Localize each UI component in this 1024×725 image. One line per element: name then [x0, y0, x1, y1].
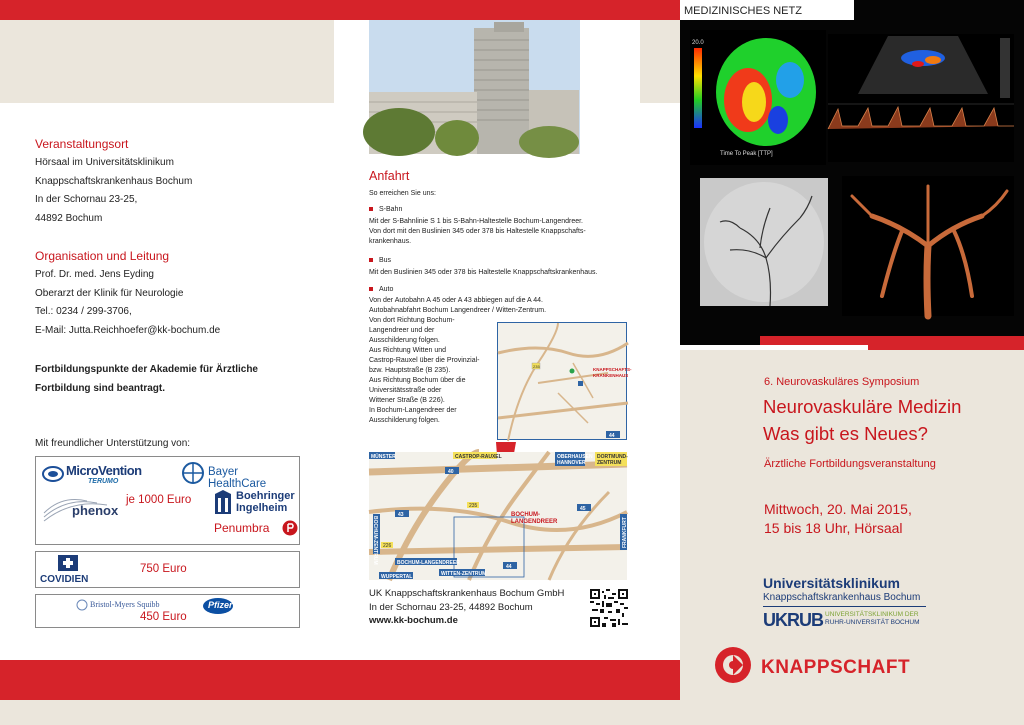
map-a44-sign: 44 — [609, 433, 615, 439]
ukrub-logo: UKRUB — [763, 610, 823, 630]
tier1-amount: je 1000 Euro — [126, 494, 192, 506]
qr-code-icon[interactable] — [590, 589, 628, 627]
boehringer-line2: Ingelheim — [236, 502, 288, 514]
bms-mark-icon — [76, 599, 88, 611]
map-oberhausen-label: OBERHAUSEN — [557, 454, 593, 460]
bayer-name: Bayer HealthCare — [208, 466, 267, 490]
hospital-building-icon — [369, 20, 580, 154]
sponsor-box-tier3 — [35, 594, 300, 628]
map-bochum-langendreer-sign: BOCHUM-LANGENDREER — [397, 560, 460, 566]
bullet-icon — [369, 258, 373, 262]
venue-block — [35, 154, 192, 228]
bus-heading — [369, 256, 391, 266]
venue-title: Veranstaltungsort — [35, 137, 129, 151]
symposium-label: 6. Neurovaskuläres Symposium — [764, 376, 920, 388]
auto-line: Autobahnabfahrt Bochum Langendreer / Witten-Zentrum. — [369, 307, 547, 314]
map-a45-sign: 45 — [580, 506, 586, 512]
detail-map — [497, 322, 632, 440]
covidien-logo — [40, 555, 96, 585]
map-witten-sign: WITTEN-ZENTRUM — [441, 571, 487, 577]
org-line: Prof. Dr. med. Jens Eyding — [35, 269, 154, 280]
map-a43-sign: 43 — [398, 512, 404, 518]
detail-map-roads — [498, 323, 632, 441]
bms-name: Bristol-Myers Squibb — [90, 600, 160, 609]
penumbra-logo — [214, 519, 300, 541]
auto-line: Universitätsstraße oder — [369, 387, 442, 394]
map-b235-label: 235 — [533, 364, 540, 369]
pfizer-logo — [202, 597, 234, 615]
right-red-bar-1 — [760, 336, 1024, 345]
overview-map-roads — [369, 452, 627, 580]
venue-line: 44892 Bochum — [35, 212, 103, 224]
map-b235-sign: 235 — [469, 503, 478, 509]
sponsor-box-tier1 — [35, 456, 300, 545]
sbahn-line: krankenhaus. — [369, 238, 412, 245]
map-wuppertal-sign: WUPPERTAL — [381, 574, 413, 580]
event-time: 15 bis 18 Uhr, Hörsaal — [764, 520, 903, 536]
event-date: Mittwoch, 20. Mai 2015, — [764, 501, 912, 517]
auto-line: Aus Richtung Witten und — [369, 347, 447, 354]
auto-line: Aus Richtung Bochum über die — [369, 377, 466, 384]
map-frankfurt-sign: FRANKFURT — [622, 517, 628, 548]
sbahn-block — [369, 217, 586, 247]
uk-logo — [763, 575, 953, 633]
pfizer-name: Pfizer — [208, 600, 233, 610]
org-line: Oberarzt der Klinik für Neurologie — [35, 287, 184, 299]
phenox-name: phenox — [72, 503, 119, 518]
bottom-beige-band — [0, 700, 680, 725]
angiography-image — [700, 178, 828, 306]
support-text: Mit freundlicher Unterstützung von: — [35, 438, 191, 449]
knappschaft-logo — [713, 645, 943, 687]
penumbra-mark-icon — [282, 520, 298, 536]
vessels-3d-image — [842, 176, 1014, 316]
penumbra-name: Penumbra — [214, 521, 270, 535]
tier2-amount: 750 Euro — [140, 563, 187, 575]
scale-top-label: 20.0 — [692, 40, 704, 46]
boehringer-line1: Boehringer — [236, 490, 295, 502]
auto-line: Langendreer und der — [369, 327, 435, 334]
bayer-cross-icon — [182, 462, 204, 484]
terumo-name: TERUMO — [88, 478, 119, 485]
medizinisches-netz-label: MEDIZINISCHES NETZ — [684, 5, 802, 17]
auto-line: Castrop-Rauxel über die Provinzial- — [369, 357, 480, 364]
venue-line: Hörsaal im Universitätsklinikum — [35, 157, 174, 168]
hospital-photo — [369, 20, 580, 154]
venue-line: Knappschaftskrankenhaus Bochum — [35, 175, 193, 187]
angiography-vessels-icon — [700, 178, 828, 306]
perfusion-image — [690, 30, 826, 165]
anfahrt-intro: So erreichen Sie uns: — [369, 190, 436, 197]
medizinisches-netz-tab — [680, 0, 854, 20]
auto-line: In Bochum-Langendreer der — [369, 407, 457, 414]
auto-heading — [369, 285, 393, 295]
boehringer-logo — [214, 490, 300, 518]
sbahn-line: Von dort mit den Buslinien 345 oder 378 bis Haltestelle Knappschafts- — [369, 228, 586, 235]
bullet-icon — [369, 207, 373, 211]
ttp-label: Time To Peak [TTP] — [720, 151, 773, 157]
event-title-1: Neurovaskuläre Medizin — [763, 396, 962, 417]
auto-line: Ausschilderung folgen. — [369, 337, 440, 344]
cme-line: Fortbildung sind beantragt. — [35, 382, 165, 394]
covidien-name: COVIDIEN — [40, 574, 89, 585]
auto-title: Auto — [379, 286, 394, 293]
sbahn-title: S-Bahn — [379, 206, 403, 213]
map-b226-sign: 226 — [383, 543, 392, 549]
map-zentrum-label: ZENTRUM — [597, 460, 622, 466]
bus-line: Mit den Buslinien 345 oder 378 bis Haltestelle Knappschaftskrankenhaus. — [369, 269, 598, 276]
address-block — [369, 587, 564, 628]
bullet-icon — [369, 287, 373, 291]
perfusion-brain-icon — [690, 30, 826, 165]
sponsor-box-tier2 — [35, 551, 300, 588]
cme-block — [35, 361, 258, 398]
bayer-logo — [182, 462, 297, 490]
microvention-name: MicroVention — [66, 463, 142, 478]
ukrub-sub2: RUHR-UNIVERSITÄT BOCHUM — [825, 619, 920, 626]
org-email[interactable]: E-Mail: Jutta.Reichhoefer@kk-bochum.de — [35, 324, 221, 336]
boehringer-building-icon — [214, 490, 232, 516]
phenox-logo — [42, 493, 122, 533]
overview-map — [369, 452, 627, 580]
map-langendreer-label: LANGENDREER — [511, 519, 558, 525]
middle-white-top — [334, 0, 640, 20]
sbahn-line: Mit der S-Bahnlinie S 1 bis S-Bahn-Haltestelle Bochum-Langendreer. — [369, 218, 584, 225]
bus-title: Bus — [379, 257, 392, 264]
map-knappschaft-label: KNAPPSCHAFTS- — [593, 367, 632, 372]
vessels-3d-icon — [842, 176, 1014, 316]
knappschaft-wordmark: KNAPPSCHAFT — [761, 657, 911, 678]
map-bochum-zentrum-sign: BOCHUM-ZENTRUM — [372, 516, 378, 565]
map-muenster-label: MÜNSTER — [371, 454, 396, 460]
doppler-image — [828, 34, 1014, 162]
map-bochum-label: BOCHUM- — [511, 512, 540, 518]
map-a40-sign: 40 — [448, 469, 454, 475]
auto-line: Wittener Straße (B 226). — [369, 397, 445, 404]
map-castrop-label: CASTROP-RAUXEL — [455, 454, 502, 460]
map-hannover-label: HANNOVER — [557, 460, 586, 466]
microvention-mark-icon — [42, 465, 64, 483]
tier3-amount: 450 Euro — [140, 611, 187, 623]
event-subtitle: Ärztliche Fortbildungsveranstaltung — [764, 458, 936, 470]
sbahn-heading — [369, 205, 402, 215]
microvention-logo — [42, 463, 152, 489]
address-line: In der Schornau 23-25, 44892 Bochum — [369, 601, 533, 613]
map-dortmund-label: DORTMUND- — [597, 454, 628, 460]
auto-line: Von dort Richtung Bochum- — [369, 317, 455, 324]
cme-line: Fortbildungspunkte der Akademie für Ärztliche — [35, 364, 258, 375]
bottom-red-band — [0, 660, 680, 700]
address-line: UK Knappschaftskrankenhaus Bochum GmbH — [369, 588, 565, 599]
anfahrt-title: Anfahrt — [369, 169, 410, 183]
venue-line: In der Schornau 23-25, — [35, 194, 138, 205]
uk-logo-divider — [763, 606, 926, 607]
org-line: Tel.: 0234 / 299-3706, — [35, 306, 132, 317]
auto-line: Ausschilderung folgen. — [369, 417, 440, 424]
event-title-2: Was gibt es Neues? — [763, 423, 928, 444]
org-block — [35, 266, 220, 340]
covidien-mark-icon — [58, 555, 78, 571]
ukrub-sub1: UNIVERSITÄTSKLINIKUM DER — [825, 611, 919, 618]
knappschaft-mark-icon — [713, 645, 753, 685]
map-knappschaft-label2: KRANKENHAUS — [593, 373, 629, 378]
uk-logo-line1: Universitätsklinikum — [763, 575, 900, 591]
uk-logo-line2: Knappschaftskrankenhaus Bochum — [763, 592, 921, 603]
auto-line: bzw. Hauptstraße (B 235). — [369, 367, 451, 374]
doppler-ultrasound-icon — [828, 34, 1014, 162]
website-link[interactable]: www.kk-bochum.de — [369, 615, 458, 626]
org-title: Organisation und Leitung — [35, 249, 170, 263]
auto-line: Von der Autobahn A 45 oder A 43 abbiegen auf die A 44. — [369, 297, 543, 304]
map-a44-sign-2: 44 — [506, 564, 512, 570]
